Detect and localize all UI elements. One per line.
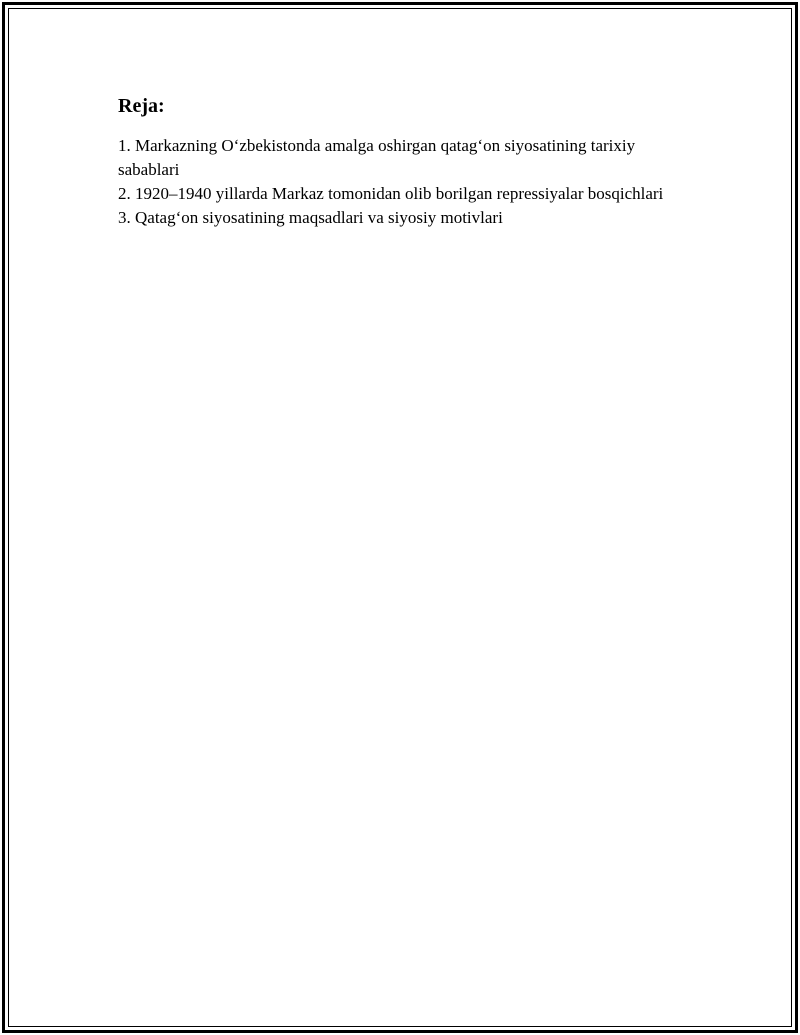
- plan-list-item: 2. 1920–1940 yillarda Markaz tomonidan olib borilgan repressiyalar bosqichlari: [118, 184, 664, 203]
- plan-heading: Reja:: [118, 95, 165, 117]
- plan-list-item: 1. Markazning O‘zbekistonda amalga oshirgan qatag‘on siyosatining tarixiy sabablari: [118, 136, 636, 179]
- plan-list: [118, 134, 686, 230]
- plan-list-item: 3. Qatag‘on siyosatining maqsadlari va siyosiy motivlari: [118, 208, 503, 227]
